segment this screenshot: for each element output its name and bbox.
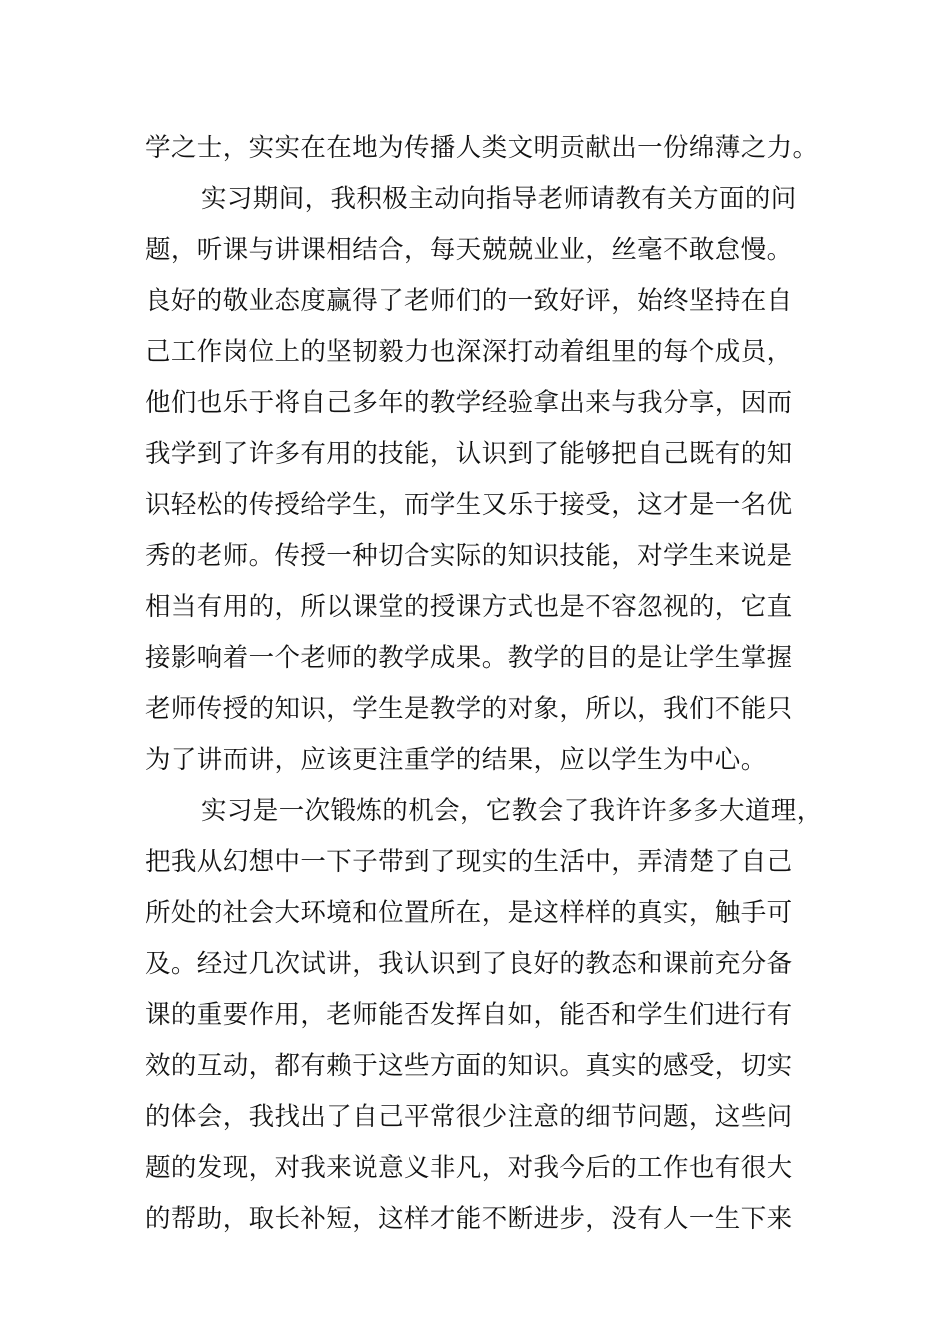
text-line: 接影响着一个老师的教学成果。教学的目的是让学生掌握 <box>145 643 793 673</box>
text-line: 的体会，我找出了自己平常很少注意的细节问题，这些问 <box>145 1102 793 1132</box>
text-line: 题，听课与讲课相结合，每天兢兢业业，丝毫不敢怠慢。 <box>145 235 793 265</box>
text-line: 他们也乐于将自己多年的教学经验拿出来与我分享，因而 <box>145 388 793 418</box>
text-line: 的帮助，取长补短，这样才能不断进步，没有人一生下来 <box>145 1204 793 1234</box>
text-line: 学之士，实实在在地为传播人类文明贡献出一份绵薄之力。 <box>145 133 819 163</box>
paragraph-first-line: 实习是一次锻炼的机会，它教会了我许许多多大道理， <box>201 796 823 826</box>
text-line: 为了讲而讲，应该更注重学的结果，应以学生为中心。 <box>145 745 767 775</box>
text-line: 相当有用的，所以课堂的授课方式也是不容忽视的，它直 <box>145 592 793 622</box>
text-line: 把我从幻想中一下子带到了现实的生活中，弄清楚了自己 <box>145 847 793 877</box>
paragraph-first-line: 实习期间，我积极主动向指导老师请教有关方面的问 <box>201 184 797 214</box>
text-line: 秀的老师。传授一种切合实际的知识技能，对学生来说是 <box>145 541 793 571</box>
text-line: 题的发现，对我来说意义非凡，对我今后的工作也有很大 <box>145 1153 793 1183</box>
text-line: 老师传授的知识，学生是教学的对象，所以，我们不能只 <box>145 694 793 724</box>
text-line: 效的互动，都有赖于这些方面的知识。真实的感受，切实 <box>145 1051 793 1081</box>
text-line: 良好的敬业态度赢得了老师们的一致好评，始终坚持在自 <box>145 286 793 316</box>
text-line: 所处的社会大环境和位置所在，是这样样的真实，触手可 <box>145 898 793 928</box>
text-line: 课的重要作用，老师能否发挥自如，能否和学生们进行有 <box>145 1000 793 1030</box>
text-line: 己工作岗位上的坚韧毅力也深深打动着组里的每个成员， <box>145 337 793 367</box>
text-line: 及。经过几次试讲，我认识到了良好的教态和课前充分备 <box>145 949 793 979</box>
text-line: 我学到了许多有用的技能，认识到了能够把自己既有的知 <box>145 439 793 469</box>
text-line: 识轻松的传授给学生，而学生又乐于接受，这才是一名优 <box>145 490 793 520</box>
